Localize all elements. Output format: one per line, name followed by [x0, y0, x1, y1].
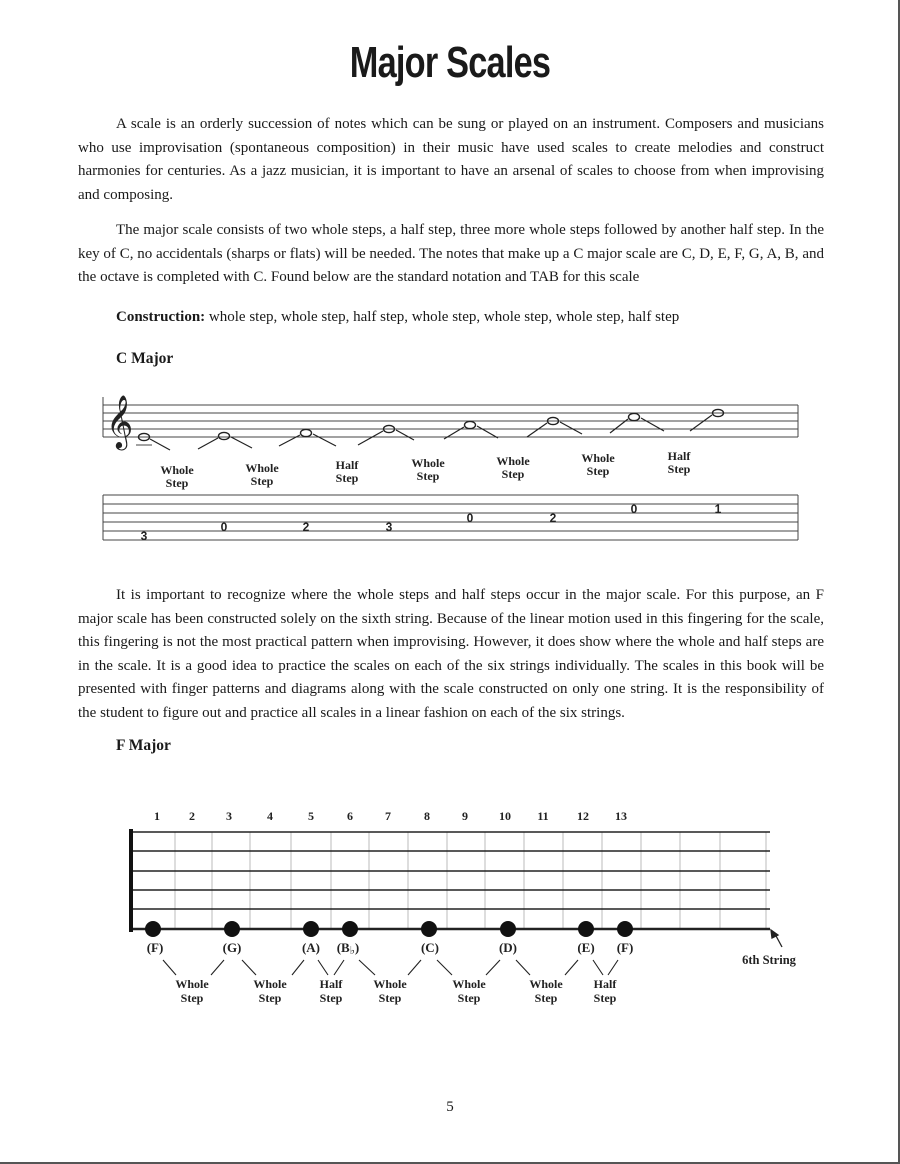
intro-paragraph: A scale is an orderly succession of notes which can be sung or played on an instrument. Composers and musicians who use improvisation (spontaneous composition) in their music have used scales to create melodies and construct harmonies for centuries. As a jazz musician, it is important to have an arsenal of scales to choose from when improvising and composing.: [78, 116, 824, 203]
f-step-label: Step: [258, 991, 282, 1005]
note-name: (A): [301, 940, 321, 955]
tab-number: 2: [302, 520, 310, 534]
f-step-label: Whole: [373, 977, 407, 991]
c-step-label: Step: [667, 462, 691, 476]
f-step-label: Half: [319, 977, 343, 991]
fret-number: 4: [267, 809, 273, 823]
note-names: [147, 940, 634, 957]
fret-number: 9: [462, 809, 468, 823]
c-step-label: Step: [250, 474, 274, 488]
tab-number: 1: [714, 502, 722, 516]
c-major-tab: [103, 495, 798, 540]
c-step-label: Step: [165, 476, 189, 490]
tab-number: 0: [466, 511, 474, 525]
dot-g: [224, 921, 240, 937]
f-step-label: Whole: [452, 977, 486, 991]
tab-number: 0: [630, 502, 638, 516]
f-step-label: Step: [593, 991, 617, 1005]
c-step-label: Step: [416, 469, 440, 483]
fret-numbers: [154, 809, 627, 823]
dot-a: [303, 921, 319, 937]
f-step-label: Half: [593, 977, 617, 991]
c-step-label: Whole: [496, 454, 530, 468]
fret-number: 11: [537, 809, 549, 823]
f-step-label: Whole: [253, 977, 287, 991]
note-g4: [465, 421, 476, 428]
fret-number: 2: [189, 809, 195, 823]
dot-c: [421, 921, 437, 937]
note-a4: [548, 417, 559, 424]
fret-number: 3: [226, 809, 232, 823]
construction-text: whole step, whole step, half step, whole step, whole step, whole step, half step: [205, 309, 680, 325]
note-c4: [139, 433, 150, 440]
c-step-label: Whole: [411, 456, 445, 470]
tab-number: 3: [385, 520, 393, 534]
dot-f2: [617, 921, 633, 937]
c-major-notes: [136, 409, 724, 445]
f-major-label: F Major: [116, 737, 171, 754]
sixth-string-arrow-icon: [771, 930, 782, 947]
construction-line: [116, 306, 862, 330]
f-step-label: Step: [180, 991, 204, 1005]
tab-number: 0: [220, 520, 228, 534]
note-f4: [384, 425, 395, 432]
fret-number: 7: [385, 809, 391, 823]
strings: [131, 832, 770, 929]
dot-d: [500, 921, 516, 937]
linear-paragraph: It is important to recognize where the whole steps and half steps occur in the major scale. For this purpose, an F major scale has been constructed solely on the sixth string. Because of the linear motion used in this fingering for the scale, this fingering is not the most practical pattern when improvising. However, it does show where the whole and half steps are in the scale. It is a good idea to practice the scales on each of the six strings individually. The scales in this book will be presented with finger patterns and diagrams along with the scale constructed on only one string. It is the responsibility of the student to figure out and practice all scales in a linear fashion on each of the six strings.: [78, 587, 824, 721]
c-major-step-labels: [160, 449, 691, 490]
note-c5: [713, 409, 724, 416]
f-step-label: Whole: [175, 977, 209, 991]
tab-number: 2: [549, 511, 557, 525]
note-name: (E): [577, 940, 595, 955]
f-step-label: Step: [319, 991, 343, 1005]
c-step-label: Whole: [245, 461, 279, 475]
flat-icon: ♭: [349, 944, 355, 957]
treble-clef-icon: 𝄞: [106, 394, 134, 448]
c-major-label: C Major: [116, 350, 174, 367]
construction-label: Construction:: [116, 309, 206, 325]
fret-number: 5: [308, 809, 314, 823]
dot-f: [145, 921, 161, 937]
note-b4: [629, 413, 640, 420]
fret-number: 8: [424, 809, 430, 823]
fret-number: 10: [499, 809, 511, 823]
note-name-bflat: [337, 940, 360, 957]
major-scale-paragraph: The major scale consists of two whole steps, a half step, three more whole steps followed by another half step. In the key of C, no accidentals (sharps or flats) will be needed. The notes that make up a C major scale are C, D, E, F, G, A, B, and the octave is completed with C. Found below are the standard notation and TAB for this scale: [78, 222, 824, 285]
note-d4: [219, 432, 230, 439]
note-name: (D): [498, 940, 518, 955]
note-name-close: ): [354, 940, 360, 955]
note-name: (G): [222, 940, 242, 955]
note-name: (B: [336, 940, 350, 955]
fret-lines: [175, 832, 766, 930]
c-step-label: Whole: [160, 463, 194, 477]
c-major-tab-numbers: [141, 502, 722, 543]
c-major-step-connectors: [150, 415, 712, 450]
f-step-connectors: [163, 960, 618, 975]
f-step-label: Step: [457, 991, 481, 1005]
fret-number: 6: [347, 809, 353, 823]
fret-dots: [145, 921, 633, 937]
c-step-label: Step: [586, 464, 610, 478]
f-step-label: Whole: [529, 977, 563, 991]
c-step-label: Step: [335, 471, 359, 485]
c-major-staff: [103, 397, 798, 437]
tab-number: 3: [140, 529, 148, 543]
fret-number: 13: [615, 809, 627, 823]
note-name: (F): [146, 940, 164, 955]
sixth-string-label: 6th String: [742, 953, 796, 967]
f-step-label: Step: [534, 991, 558, 1005]
note-name: (C): [420, 940, 440, 955]
f-step-labels: [175, 977, 617, 1005]
c-step-label: Half: [335, 458, 359, 472]
fret-number: 1: [154, 809, 160, 823]
note-name: (F): [616, 940, 634, 955]
c-step-label: Half: [667, 449, 691, 463]
note-e4: [301, 429, 312, 436]
fret-number: 12: [577, 809, 589, 823]
dot-bb: [342, 921, 358, 937]
c-step-label: Step: [501, 467, 525, 481]
f-step-label: Step: [378, 991, 402, 1005]
dot-e: [578, 921, 594, 937]
c-step-label: Whole: [581, 451, 615, 465]
page-number: 5: [446, 1099, 454, 1115]
page-title: Major Scales: [349, 38, 551, 87]
